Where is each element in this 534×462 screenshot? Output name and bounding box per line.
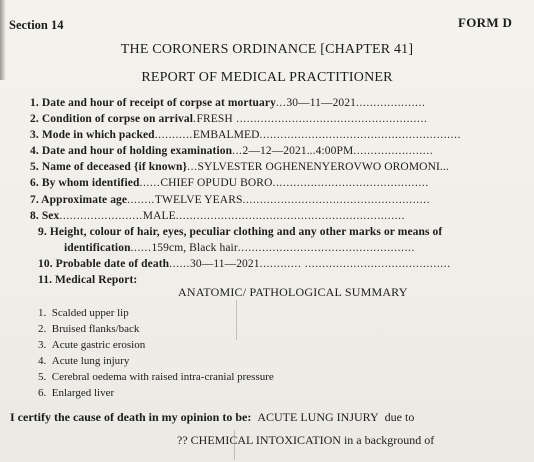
- summary-item: 3. Acute gastric erosion: [38, 339, 146, 351]
- ordinance-title: THE CORONERS ORDINANCE [CHAPTER 41]: [120, 42, 414, 57]
- item-number: 3.: [30, 129, 39, 141]
- item-10: 10. Probable date of death......30—11—2021............ ..........................................: [38, 258, 451, 270]
- item-label: By whom identified: [41, 177, 140, 189]
- item-value: 159cm, Black hair: [151, 242, 238, 254]
- item-value: SYLVESTER OGHENENYEROVWO OROMONI...: [197, 161, 449, 173]
- item-value: CHIEF OPUDU BORO: [160, 177, 273, 189]
- item-label: Name of deceased {if known}: [41, 161, 188, 173]
- item-label: Sex: [41, 210, 60, 222]
- section-number: Section 14: [9, 18, 64, 32]
- item-5: 5. Name of deceased {if known}...SYLVESTER OGHENENYEROVWO OROMONI...: [30, 161, 449, 173]
- item-label: Probable date of death: [55, 258, 170, 270]
- item-number: 9.: [38, 226, 47, 238]
- summary-item: 4. Acute lung injury: [38, 355, 130, 367]
- certification-line: [10, 410, 414, 425]
- item-label: Approximate age: [41, 194, 128, 206]
- item-value: 30—11—2021: [286, 97, 356, 109]
- summary-title: ANATOMIC/ PATHOLOGICAL SUMMARY: [178, 285, 408, 299]
- item-label: Condition of corpse on arrival: [41, 113, 194, 125]
- item-label: Medical Report:: [55, 274, 138, 286]
- summary-item: 2. Bruised flanks/back: [38, 323, 140, 335]
- item-number: 1.: [30, 97, 39, 109]
- item-number: 6.: [30, 177, 39, 189]
- item-label: Mode in which packed: [41, 129, 155, 141]
- item-3: 3. Mode in which packed...........EMBALMED..........................................................: [30, 129, 462, 141]
- page-edge-shadow: [0, 0, 6, 80]
- item-label: Height, colour of hair, eyes, peculiar clothing and any other marks or means of: [49, 226, 443, 238]
- item-value: EMBALMED: [192, 129, 260, 141]
- item-number: 7.: [30, 194, 39, 206]
- item-label-continued: identification: [64, 242, 131, 254]
- item-6: 6. By whom identified......CHIEF OPUDU BORO.............................................: [30, 177, 429, 189]
- item-number: 10.: [38, 258, 53, 270]
- form-label: FORM D: [458, 15, 513, 30]
- item-number: 8.: [30, 210, 39, 222]
- item-value: MALE: [142, 210, 176, 222]
- summary-item: 1. Scalded upper lip: [38, 307, 129, 319]
- item-4: 4. Date and hour of holding examination...2—12—2021...4:00PM.......................: [30, 145, 434, 157]
- scan-crease: [234, 430, 235, 460]
- certification-label: I certify the cause of death in my opinion to be:: [10, 410, 252, 424]
- item-8: 8. Sex........................MALE..................................................................: [30, 210, 406, 222]
- item-number: 2.: [30, 113, 39, 125]
- item-number: 4.: [30, 145, 39, 157]
- item-value: 2—12—2021...4:00PM: [242, 145, 354, 157]
- scan-crease: [236, 300, 237, 340]
- item-value: TWELVE YEARS: [154, 194, 243, 206]
- item-7: 7. Approximate age........TWELVE YEARS......................................................: [30, 194, 431, 206]
- item-number: 5.: [30, 161, 39, 173]
- item-value: 30—11—2021: [190, 258, 260, 270]
- item-9-continued: identification......159cm, Black hair...................................................: [64, 242, 415, 254]
- due-to-text: due to: [384, 410, 415, 424]
- item-9: [38, 226, 442, 238]
- report-title: REPORT OF MEDICAL PRACTITIONER: [141, 70, 393, 85]
- summary-item: 6. Enlarged liver: [38, 387, 115, 399]
- item-label: Date and hour of receipt of corpse at mortuary: [41, 97, 276, 109]
- item-11: [38, 274, 137, 286]
- item-2: 2. Condition of corpse on arrival.FRESH .......................................................: [30, 113, 428, 125]
- item-1: 1. Date and hour of receipt of corpse at mortuary...30—11—2021....................: [30, 97, 426, 109]
- cause-of-death: ACUTE LUNG INJURY: [257, 410, 379, 424]
- summary-item: 5. Cerebral oedema with raised intra-cranial pressure: [38, 371, 274, 383]
- item-number: 11.: [38, 274, 53, 286]
- certification-line-2: ?? CHEMICAL INTOXICATION in a background of: [177, 433, 435, 447]
- item-label: Date and hour of holding examination: [41, 145, 233, 157]
- item-value: FRESH: [196, 113, 233, 125]
